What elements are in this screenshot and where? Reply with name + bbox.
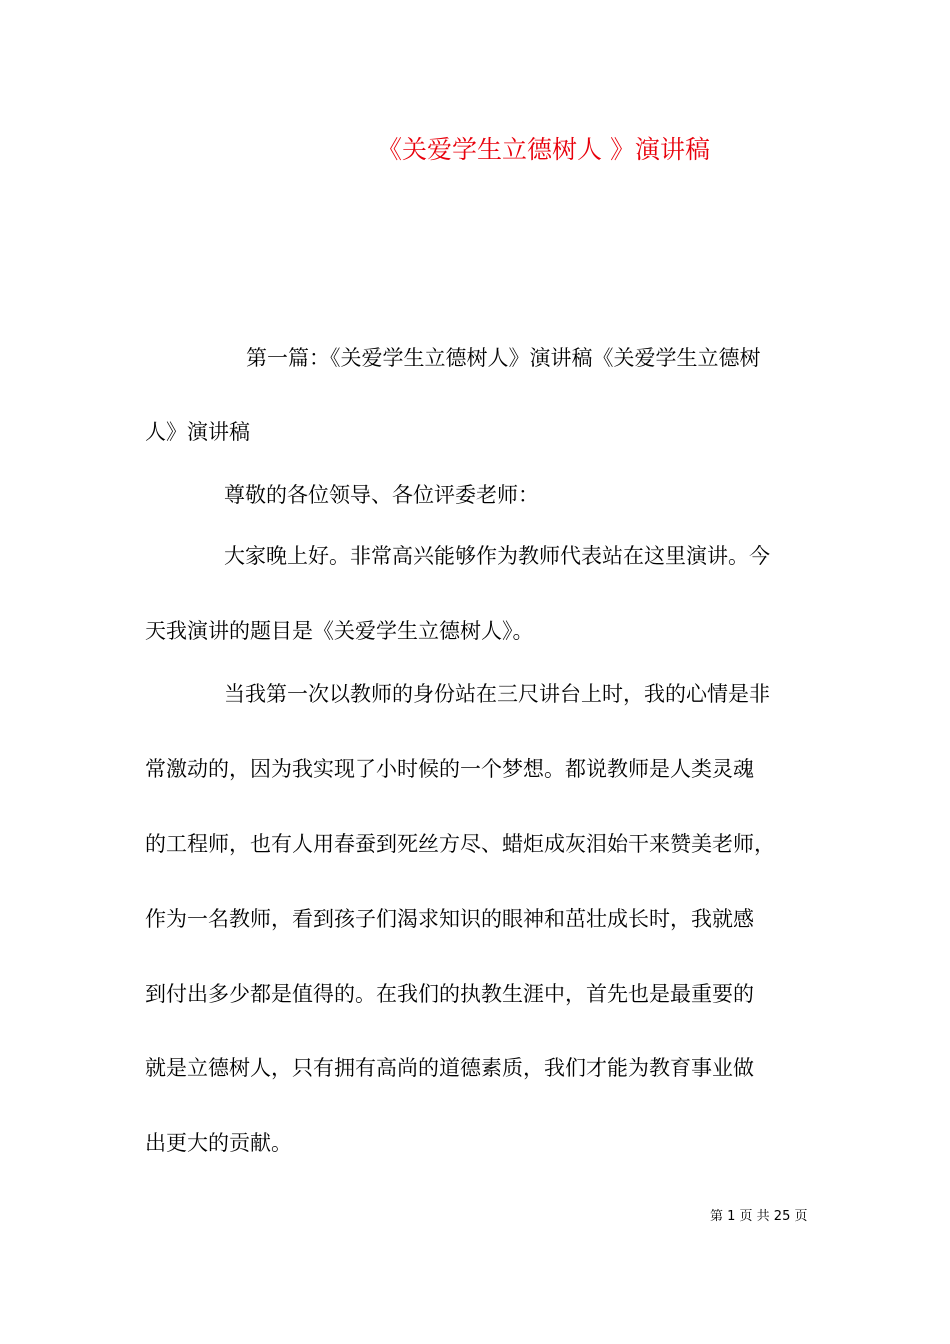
paragraph-2-line-1: 当我第一次以教师的身份站在三尺讲台上时，我的心情是非 xyxy=(224,682,770,706)
paragraph-2-line-7: 出更大的贡献。 xyxy=(145,1131,292,1155)
paragraph-1-line-2: 天我演讲的题目是《关爱学生立德树人》。 xyxy=(145,619,534,643)
paragraph-2-line-2: 常激动的，因为我实现了小时候的一个梦想。都说教师是人类灵魂 xyxy=(145,757,754,781)
paragraph-2-line-5: 到付出多少都是值得的。在我们的执教生涯中，首先也是最重要的 xyxy=(145,982,754,1006)
heading-line-1: 第一篇：《关爱学生立德树人》演讲稿《关爱学生立德树 xyxy=(246,346,761,370)
paragraph-2-line-3: 的工程师，也有人用春蚕到死丝方尽、蜡炬成灰泪始干来赞美老师， xyxy=(145,832,775,856)
page-indicator: 第 1 页 共 25 页 xyxy=(710,1209,808,1224)
paragraph-2-line-6: 就是立德树人，只有拥有高尚的道德素质，我们才能为教育事业做 xyxy=(145,1056,754,1080)
paragraph-2-line-4: 作为一名教师，看到孩子们渴求知识的眼神和茁壮成长时，我就感 xyxy=(145,907,754,931)
heading-line-2: 人》演讲稿 xyxy=(145,420,250,444)
document-title: 《关爱学生立德树人 》演讲稿 xyxy=(377,135,710,164)
salutation: 尊敬的各位领导、各位评委老师： xyxy=(224,483,539,507)
paragraph-1-line-1: 大家晚上好。非常高兴能够作为教师代表站在这里演讲。今 xyxy=(224,544,770,568)
